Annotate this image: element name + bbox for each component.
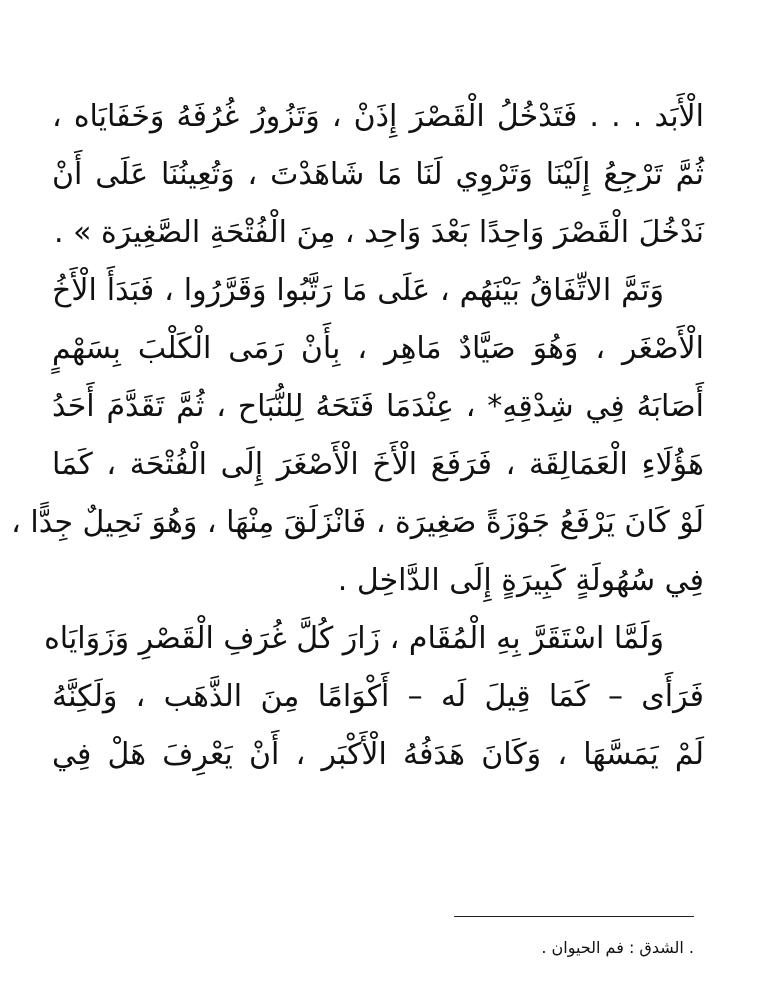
footnote-divider [454, 916, 694, 917]
text-line: ثُمَّ تَرْجِعُ إِلَيْنَا وَتَرْوِي لَنَا مَا شَاهَدْتَ ، وَتُعِينُنَا عَلَى أَنْ [52, 157, 704, 192]
text-line: لَوْ كَانَ يَرْفَعُ جَوْزَةً صَغِيرَة ، فَانْزَلَقَ مِنْهَا ، وَهُوَ نَحِيلٌ جِدًّا ، [11, 505, 704, 540]
text-line: وَتَمَّ الاتِّفَاقُ بَيْنَهُم ، عَلَى مَا رَتَّبُوا وَقَرَّرُوا ، فَبَدَأَ الْأَخُ [52, 273, 664, 308]
body-text [11, 88, 704, 784]
text-line: الْأَبَد . . . فَتَدْخُلُ الْقَصْرَ إِذَنْ ، وَتَزُورُ غُرُفَهُ وَخَفَايَاه ، [52, 99, 704, 134]
text-line: الْأَصْغَر ، وَهُوَ صَيَّادٌ مَاهِر ، بِأَنْ رَمَى الْكَلْبَ بِسَهْمٍ [52, 331, 704, 366]
text-line: نَدْخُلَ الْقَصْرَ وَاحِدًا بَعْدَ وَاحِد ، مِنَ الْفُتْحَةِ الصَّغِيرَة » . [54, 215, 704, 250]
footnote: . الشدق : فم الحيوان . [541, 938, 694, 957]
text-line: فِي سُهُولَةٍ كَبِيرَةٍ إِلَى الدَّاخِل . [337, 563, 704, 598]
text-line: وَلَمَّا اسْتَقَرَّ بِهِ الْمُقَام ، زَارَ كُلَّ غُرَفِ الْقَصْرِ وَزَوَايَاه [44, 621, 664, 656]
text-line: هَؤُلَاءِ الْعَمَالِقَة ، فَرَفَعَ الْأَخَ الْأَصْغَرَ إِلَى الْفُتْحَة ، كَمَا [52, 447, 704, 482]
text-line: أَصَابَهُ فِي شِدْقِهِ* ، عِنْدَمَا فَتَحَهُ لِلنُّبَاح ، ثُمَّ تَقَدَّمَ أَحَدُ [52, 389, 704, 424]
text-line: لَمْ يَمَسَّهَا ، وَكَانَ هَدَفُهُ الْأَكْبَر ، أَنْ يَعْرِفَ هَلْ فِي [52, 737, 704, 772]
text-line: فَرَأَى – كَمَا قِيلَ لَه – أَكْوَامًا مِنَ الذَّهَب ، وَلَكِنَّهُ [52, 679, 704, 714]
